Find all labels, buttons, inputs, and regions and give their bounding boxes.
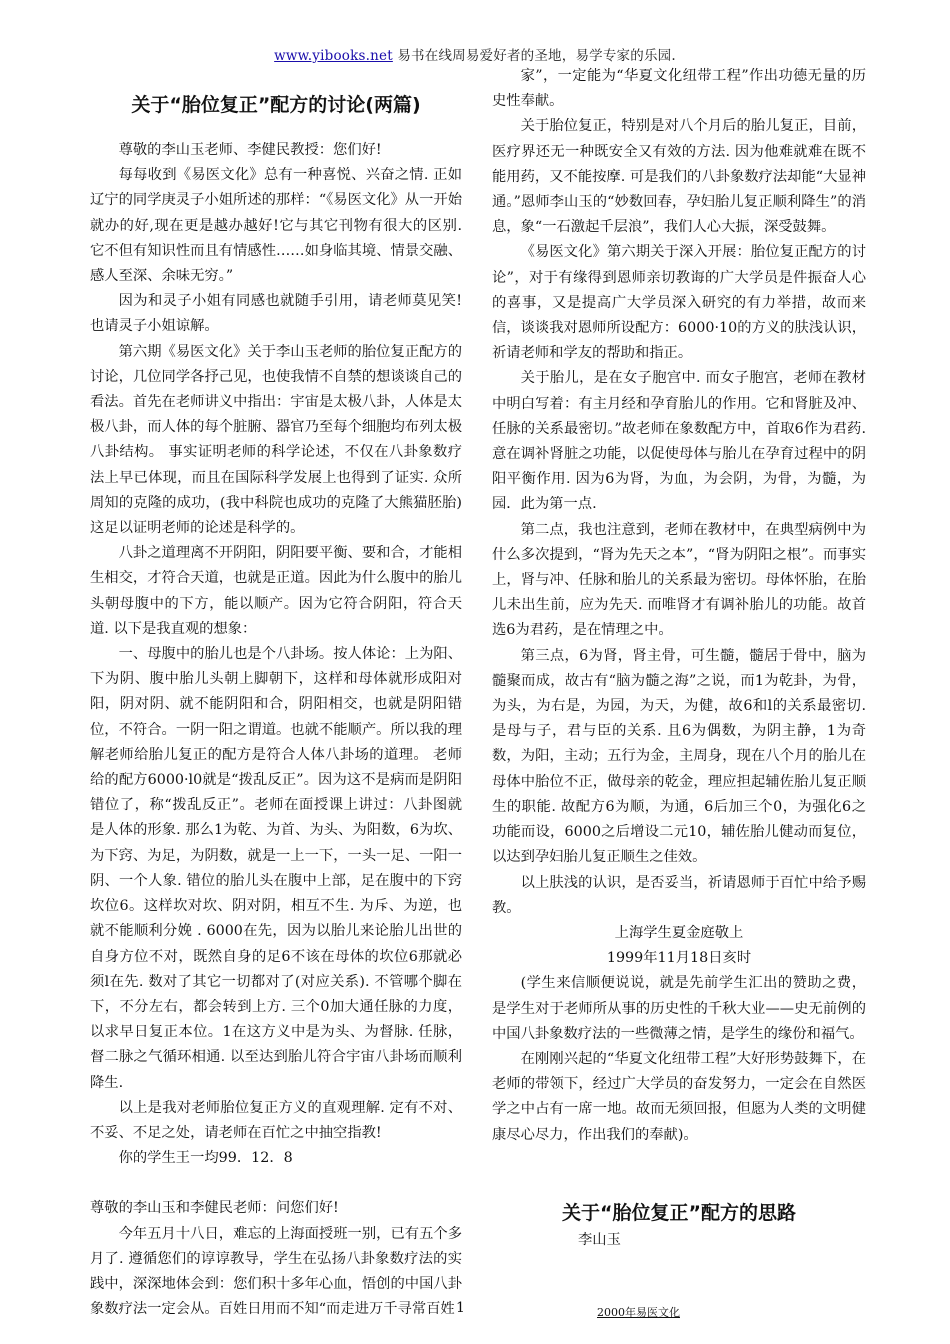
left-column xyxy=(90,64,462,1322)
paragraph: 《易医文化》第六期关于深入开展：胎位复正配方的讨论”，对于有缘得到恩师亲切教诲的广大学员是件振奋人心的喜事，又是提高广大学员深入研究的有力举措，故而来信，谈谈我对恩师所设配方：6000·10的方义的肤浅认识，祈请老师和学友的帮助和指正。 xyxy=(492,244,866,362)
paragraph: 以上肤浅的认识，是否妥当，祈请恩师于百忙中给予赐教。 xyxy=(492,874,866,916)
paragraph: 一、母腹中的胎儿也是个八卦场。按人体论：上为阳、下为阴、腹中胎儿头朝上脚朝下，这样和母体就形成阳对阳，阴对阴、就不能阴阳和合，阴阳相交，也就是阴阳错位，不符合。一阴一阳之谓道。也就不能顺产。所以我的理解老师给胎儿复正的配方是符合人体八卦场的道理。 老师给的配方6000·l0就是“拨乱反正”。因为这不是病而是阴阳错位了，称“拨乱反正”。老师在面授课上讲过：八卦图就是人体的形象. 那么1为乾、为首、为头、为阳数，6为坎、为下窍、为足，为阴数，就是一上一下，一头一足、一阳一阴、一个人象. 错位的胎儿头在腹中上部，足在腹中的下窍坎位6。这样坎对坎、阴对阴，相互不生. 为斥、为逆，也就不能顺利分娩 . 6000在先，因为以胎儿来论胎儿出世的自身方位不对，既然自身的足6不该在母体的坎位6那就必须l在先. 数对了其它一切都对了(对应关系). 不管哪个脚在下，不分左右，都会转到上方. 三个0加大通任脉的力度，以求早日复正本位。1在这方义中是为头、为督脉. 任脉，督二脉之气循环相通. 以至达到胎儿符合宇宙八卦场而顺利降生. xyxy=(90,646,462,1091)
greeting: 尊敬的李山玉和李健民老师：问您们好! xyxy=(90,1200,339,1217)
paragraph: 关于胎位复正，特别是对八个月后的胎儿复正，目前，医疗界还无一种既安全又有效的方法. 因为他难就难在既不能用药，又不能按摩. 可是我们的八卦象数疗法却能“大显神通。”恩师李山玉的“妙数回春，孕妇胎儿复正顺利降生”的消息，象“一石激起千层浪”，我们人心大振，深受鼓舞。 xyxy=(492,118,866,236)
footer-publication: 2000年易医文化 xyxy=(597,1306,680,1319)
site-link[interactable]: www.yibooks.net xyxy=(274,48,393,64)
paragraph: 第六期《易医文化》关于李山玉老师的胎位复正配方的讨论，几位同学各抒己见，也使我情不自禁的想谈谈自己的看法。首先在老师讲义中指出：宇宙是太极八卦，人体是太极八卦，而人体的每个脏腑、器官乃至每个细胞均布列太极八卦结构。 事实证明老师的科学论述，不仅在八卦象数疗法上早已体现，而且在国际科学发展上也得到了证实. 众所周知的克隆的成功，(我中科院也成功的克隆了大熊猫胚胎)这足以证明老师的论述是科学的。 xyxy=(90,343,462,537)
paragraph: 第三点，6为肾，肾主骨，可生髓，髓居于骨中，脑为髓聚而成，故古有“脑为髓之海”之说，而1为乾卦，为骨，为头，为右是，为园，为天，为健，故6和l的关系最密切. 是母与子，君与臣的关系. 且6为偶数，为阴主静，1为奇数，为阳，主动；五行为金，主周身，现在八个月的胎儿在母体中胎位不正，做母亲的乾金，理应担起辅佐胎儿复正顺生的职能. 故配方6为顺，为通，6后加三个0，为强化6之功能而设，6000之后增设二元10，辅佐胎儿健动而复位，以达到孕妇胎儿复正顺生之佳效。 xyxy=(492,647,866,866)
signature: 你的学生王一均99．12．8 xyxy=(118,1150,293,1167)
paragraph: 八卦之道理离不开阴阳，阴阳要平衡、要和合，才能相生相交，才符合天道，也就是正道。因此为什么腹中的胎儿头朝母腹中的下方，能以顺产。因为它符合阴阳，符合天道. 以下是我直观的想象： xyxy=(90,545,462,637)
paragraph: 以上是我对老师胎位复正方义的直观理解. 定有不对、不妥、不足之处，请老师在百忙之中抽空指教! xyxy=(90,1099,462,1141)
right-column xyxy=(492,64,866,1253)
spacer xyxy=(90,1171,462,1196)
paragraph: (学生来信顺便说说，就是先前学生汇出的赞助之费，是学生对于老师所从事的历史性的千秋大业——史无前例的中国八卦象数疗法的一些微薄之情，是学生的缘份和福气。 xyxy=(492,975,866,1042)
greeting: 尊敬的李山玉老师、李健民教授：您们好! xyxy=(118,142,382,158)
article-title: 关于“胎位复正”配方的讨论(两篇) xyxy=(131,94,421,116)
section-title: 关于“胎位复正”配方的思路 xyxy=(562,1201,796,1224)
author: 李山玉 xyxy=(578,1231,621,1248)
page-header xyxy=(0,44,950,64)
signature-date: 1999年11月18日亥时 xyxy=(606,950,752,967)
paragraph: 因为和灵子小姐有同感也就随手引用，请老师莫见笑!也请灵子小姐谅解。 xyxy=(90,293,462,335)
paragraph: 在刚刚兴起的“华夏文化纽带工程”大好形势鼓舞下，在老师的带领下，经过广大学员的奋发努力，一定会在自然医学之中占有一席一地。故而无须回报，但愿为人类的文明健康尽心尽力，作出我们的奉献)。 xyxy=(492,1050,866,1143)
page-number: 1 xyxy=(456,1300,465,1316)
paragraph: 今年五月十八日，难忘的上海面授班一别，已有五个多月了. 遵循您们的谆谆教导，学生在弘扬八卦象数疗法的实践中，深深地体会到：您们积十多年心血，悟创的中国八卦象数疗法一定会从。百姓日用而不知“而走进万千寻常百姓 xyxy=(90,1225,462,1318)
paragraph: 关于胎儿，是在女子胞宫中. 而女子胞宫，老师在教材中明白写着：有主月经和孕育胎儿的作用。它和肾脏及冲、任脉的关系最密切。”故老师在象数配方中，首取6作为君药. 意在调补肾脏之功能，以促使母体与胎儿在孕育过程中的阴阳平衡作用. 因为6为肾，为血，为会阴，为骨，为髓，为园．此为第一点. xyxy=(492,370,866,513)
site-tagline: 易书在线周易爱好者的圣地，易学专家的乐园. xyxy=(397,48,676,64)
signature-name: 上海学生夏金庭敬上 xyxy=(614,924,744,941)
paragraph: 第二点，我也注意到，老师在教材中，在典型病例中为什么多次提到，“肾为先天之本”，“肾为阴阳之根”。而事实上，肾与冲、任脉和胎儿的关系最为密切。母体怀胎，在胎儿未出生前，应为先天. 而唯肾才有调补胎儿的功能。故首选6为君药，是在情理之中。 xyxy=(492,521,866,639)
paragraph: 每每收到《易医文化》总有一种喜悦、兴奋之情. 正如辽宁的同学庚灵子小姐所述的那样：“《易医文化》从一开始就办的好,现在更是越办越好!它与其它刊物有很大的区别. 它不但有知识性而且有情感性……如身临其境、情景交融、感人至深、余味无穷。” xyxy=(90,167,462,285)
paragraph: 家”，一定能为“华夏文化纽带工程”作出功德无量的历史性奉献。 xyxy=(492,68,866,110)
